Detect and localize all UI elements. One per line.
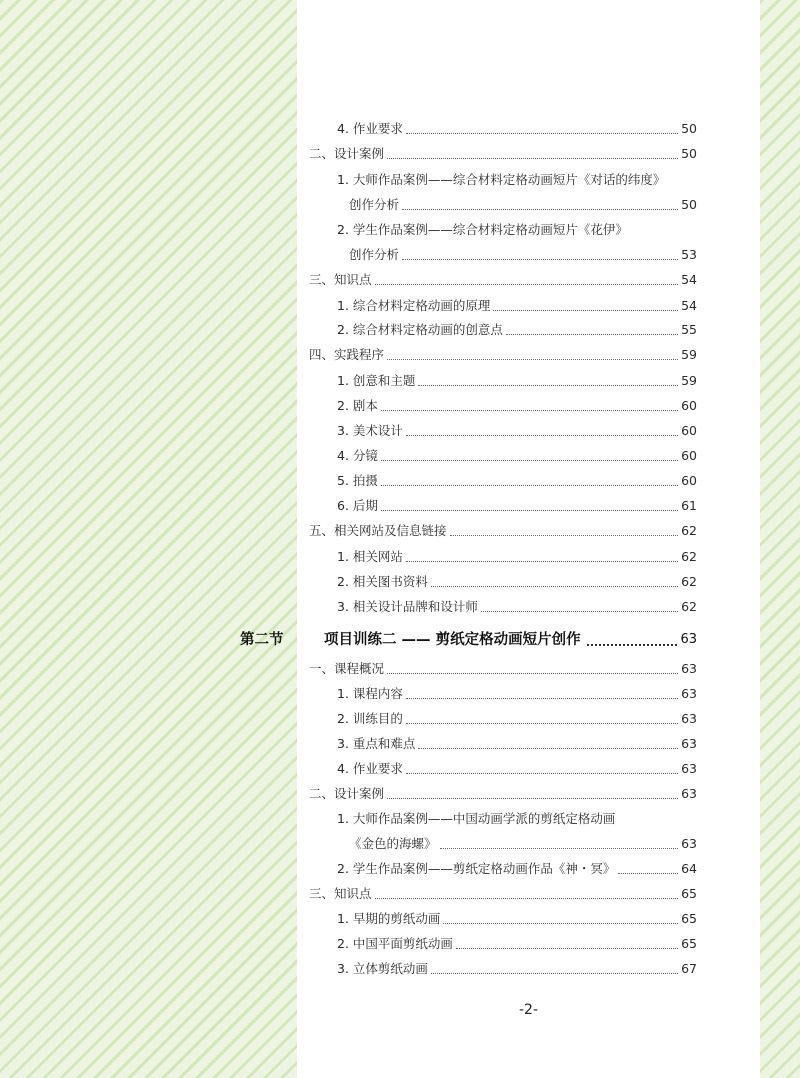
toc-entry-title: 2. 中国平面剪纸动画 (337, 936, 453, 951)
dot-leader (431, 973, 678, 974)
toc-entry-title: 1. 课程内容 (337, 686, 403, 701)
toc-entry-title: 4. 分镜 (337, 448, 378, 463)
dot-leader (387, 673, 678, 674)
toc-entry[interactable] (337, 549, 697, 565)
toc-entry-page: 54 (681, 298, 697, 313)
toc-entry[interactable] (337, 322, 697, 338)
toc-entry-page: 63 (681, 736, 697, 751)
toc-entry[interactable] (337, 861, 697, 877)
dot-leader (443, 923, 678, 924)
toc-entry-title: 3. 相关设计品牌和设计师 (337, 599, 478, 614)
toc-entry-title: 1. 大师作品案例——综合材料定格动画短片《对话的纬度》 (337, 172, 666, 187)
dot-leader (406, 435, 678, 436)
dot-leader (375, 284, 679, 285)
toc-entry-title: 二、设计案例 (309, 146, 385, 161)
dot-leader (381, 410, 678, 411)
toc-entry[interactable] (337, 398, 697, 414)
toc-entry[interactable] (349, 836, 697, 852)
dot-leader (618, 873, 678, 874)
toc-entry[interactable] (337, 298, 697, 314)
dot-leader (381, 460, 678, 461)
toc-entry-page: 60 (681, 423, 697, 438)
toc-entry-title: 五、相关网站及信息链接 (309, 523, 447, 538)
dot-leader (406, 561, 678, 562)
toc-entry-title: 2. 综合材料定格动画的创意点 (337, 322, 503, 337)
toc-entry[interactable] (309, 272, 697, 288)
dot-leader (406, 723, 678, 724)
toc-entry-title: 4. 作业要求 (337, 761, 403, 776)
toc-entry-title: 2. 剧本 (337, 398, 378, 413)
toc-entry-page: 63 (681, 761, 697, 776)
dot-leader (418, 748, 678, 749)
toc-entry-title: 二、设计案例 (309, 786, 385, 801)
toc-entry-title: 一、课程概况 (309, 661, 385, 676)
document-page (240, 0, 760, 1078)
dot-leader (406, 698, 678, 699)
toc-entry[interactable] (337, 936, 697, 952)
section-title: 项目训练二 —— 剪纸定格动画短片创作 (324, 632, 581, 648)
toc-entry-title: 创作分析 (349, 247, 400, 262)
toc-entry-page: 60 (681, 473, 697, 488)
toc-entry-title: 1. 综合材料定格动画的原理 (337, 298, 491, 313)
section-number: 第二节 (240, 632, 284, 648)
toc-entry-page: 63 (681, 786, 697, 801)
toc-entry-page: 65 (681, 886, 697, 901)
dot-leader (387, 798, 678, 799)
dot-leader (406, 773, 678, 774)
dot-leader (450, 535, 679, 536)
toc-entry[interactable] (337, 121, 697, 137)
toc-entry-page: 63 (681, 836, 697, 851)
toc-entry-title: 1. 创意和主题 (337, 373, 416, 388)
toc-entry-page: 60 (681, 448, 697, 463)
toc-entry-title: 2. 学生作品案例——剪纸定格动画作品《神・冥》 (337, 861, 616, 876)
toc-entry[interactable] (309, 347, 697, 363)
decorative-stripes-right (760, 0, 800, 1078)
toc-entry[interactable] (349, 247, 697, 263)
toc-entry-page: 60 (681, 398, 697, 413)
toc-entry[interactable] (337, 498, 697, 514)
toc-entry[interactable] (309, 886, 697, 902)
toc-entry-page: 65 (681, 911, 697, 926)
toc-entry-page: 62 (681, 574, 697, 589)
toc-entry-page: 63 (681, 661, 697, 676)
toc-entry-title: 5. 拍摄 (337, 473, 378, 488)
dot-leader (481, 611, 678, 612)
dot-leader (506, 334, 678, 335)
toc-entry-title: 2. 相关图书资料 (337, 574, 428, 589)
toc-entry[interactable] (337, 911, 697, 927)
toc-entry-page: 59 (681, 373, 697, 388)
toc-entry[interactable] (337, 473, 697, 489)
dot-leader (431, 586, 678, 587)
toc-entry-page: 54 (681, 272, 697, 287)
toc-entry-page: 63 (681, 711, 697, 726)
toc-entry-title: 6. 后期 (337, 498, 378, 513)
toc-entry-title: 四、实践程序 (309, 347, 385, 362)
toc-entry-title: 3. 美术设计 (337, 423, 403, 438)
dot-leader (587, 644, 678, 646)
toc-entry-title: 1. 大师作品案例——中国动画学派的剪纸定格动画 (337, 811, 616, 826)
dot-leader (456, 948, 678, 949)
toc-entry-title: 3. 重点和难点 (337, 736, 416, 751)
toc-entry[interactable] (337, 222, 697, 238)
dot-leader (387, 158, 678, 159)
dot-leader (381, 510, 678, 511)
dot-leader (406, 133, 678, 134)
toc-entry[interactable] (337, 373, 697, 389)
toc-entry-title: 3. 立体剪纸动画 (337, 961, 428, 976)
toc-entry-title: 三、知识点 (309, 886, 372, 901)
toc-entry[interactable] (337, 811, 697, 827)
toc-entry[interactable] (337, 686, 697, 702)
toc-entry[interactable] (337, 961, 697, 977)
toc-entry-page: 59 (681, 347, 697, 362)
toc-section-heading[interactable] (240, 631, 697, 649)
toc-entry[interactable] (337, 599, 697, 615)
dot-leader (440, 848, 679, 849)
toc-entry-page: 50 (681, 197, 697, 212)
toc-entry-page: 63 (681, 686, 697, 701)
toc-entry-page: 53 (681, 247, 697, 262)
toc-entry[interactable] (337, 761, 697, 777)
toc-entry-page: 62 (681, 549, 697, 564)
toc-entry-page: 55 (681, 322, 697, 337)
dot-leader (402, 209, 678, 210)
toc-entry-title: 2. 训练目的 (337, 711, 403, 726)
toc-entry-title: 4. 作业要求 (337, 121, 403, 136)
section-page: 63 (680, 632, 697, 647)
toc-entry-title: 《金色的海螺》 (349, 836, 437, 851)
toc-entry[interactable] (349, 197, 697, 213)
toc-entry-page: 64 (681, 861, 697, 876)
toc-entry-title: 1. 相关网站 (337, 549, 403, 564)
dot-leader (418, 385, 678, 386)
toc-entry-page: 50 (681, 121, 697, 136)
page-number: -2- (518, 1002, 538, 1018)
toc-entry-title: 1. 早期的剪纸动画 (337, 911, 441, 926)
toc-entry[interactable] (337, 172, 697, 188)
toc-entry[interactable] (337, 711, 697, 727)
dot-leader (375, 898, 679, 899)
dot-leader (493, 310, 678, 311)
toc-entry[interactable] (309, 146, 697, 162)
toc-entry-page: 65 (681, 936, 697, 951)
toc-entry-title: 三、知识点 (309, 272, 372, 287)
toc-entry-page: 50 (681, 146, 697, 161)
toc-entry[interactable] (337, 736, 697, 752)
toc-entry[interactable] (337, 423, 697, 439)
toc-entry[interactable] (337, 448, 697, 464)
toc-entry-page: 62 (681, 523, 697, 538)
toc-entry-title: 2. 学生作品案例——综合材料定格动画短片《花伊》 (337, 222, 628, 237)
dot-leader (381, 485, 678, 486)
toc-entry[interactable] (337, 574, 697, 590)
dot-leader (402, 259, 678, 260)
toc-entry-page: 67 (681, 961, 697, 976)
dot-leader (387, 359, 678, 360)
toc-entry[interactable] (309, 523, 697, 539)
toc-entry[interactable] (309, 661, 697, 677)
decorative-stripes-left (0, 0, 297, 1078)
toc-entry[interactable] (309, 786, 697, 802)
toc-entry-page: 62 (681, 599, 697, 614)
toc-entry-page: 61 (681, 498, 697, 513)
toc-entry-title: 创作分析 (349, 197, 400, 212)
